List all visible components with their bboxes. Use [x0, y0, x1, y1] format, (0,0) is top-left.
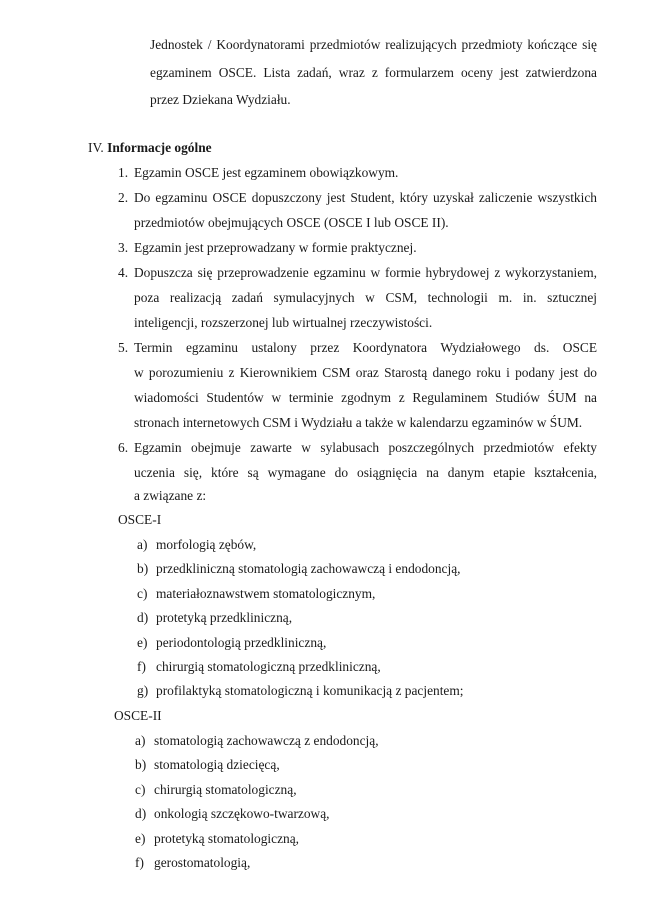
subitem-text: chirurgią stomatologiczną przedkliniczną,: [156, 659, 381, 674]
subitem-text: periodontologią przedkliniczną,: [156, 635, 327, 650]
subitem-letter: f): [135, 855, 144, 870]
subitem-text: protetyką stomatologiczną,: [154, 831, 300, 846]
item-text-cont: w porozumieniu z Kierownikiem CSM oraz Starostą danego roku i podany jest do: [134, 365, 597, 380]
subitem-text: onkologią szczękowo-twarzową,: [154, 806, 330, 821]
subitem-text: stomatologią zachowawczą z endodoncją,: [154, 733, 379, 748]
item-text-cont: przedmiotów obejmujących OSCE (OSCE I lub OSCE II).: [134, 215, 449, 230]
item-number: 6.: [118, 440, 129, 455]
subitem-letter: g): [137, 683, 149, 698]
subitem-text: protetyką przedkliniczną,: [156, 610, 293, 625]
item-number: 5.: [118, 340, 129, 355]
intro-line-3: przez Dziekana Wydziału.: [150, 92, 291, 107]
item-number: 4.: [118, 265, 129, 280]
item-text-cont: uczenia się, które są wymagane do osiągnięcia na danym etapie kształcenia,: [134, 465, 597, 480]
subitem-letter: a): [137, 537, 148, 552]
subitem-letter: c): [135, 782, 146, 797]
subitem-letter: f): [137, 659, 146, 674]
item-number: 2.: [118, 190, 129, 205]
section-number: IV.: [88, 140, 104, 155]
item-text-cont: poza realizacją zadań symulacyjnych w CSM, technologii m. in. sztucznej: [134, 290, 597, 305]
subitem-letter: a): [135, 733, 146, 748]
subitem-letter: d): [135, 806, 147, 821]
item-text-cont: inteligencji, rozszerzonej lub wirtualnej rzeczywistości.: [134, 315, 433, 330]
item-text-cont: a związane z:: [134, 488, 207, 503]
section-title: Informacje ogólne: [107, 140, 212, 155]
subitem-letter: b): [137, 561, 149, 576]
subitem-text: morfologią zębów,: [156, 537, 257, 552]
item-text: Dopuszcza się przeprowadzenie egzaminu w formie hybrydowej z wykorzystaniem,: [134, 265, 597, 280]
section-heading: [88, 140, 212, 156]
subitem-letter: d): [137, 610, 149, 625]
item-text: Termin egzaminu ustalony przez Koordynatora Wydziałowego ds. OSCE: [134, 340, 597, 355]
item-text: Egzamin jest przeprowadzany w formie praktycznej.: [134, 240, 417, 255]
subitem-text: profilaktyką stomatologiczną i komunikacją z pacjentem;: [156, 683, 464, 698]
item-text: Egzamin obejmuje zawarte w sylabusach poszczególnych przedmiotów efekty: [134, 440, 597, 455]
intro-line-2: egzaminem OSCE. Lista zadań, wraz z formularzem oceny jest zatwierdzona: [150, 65, 597, 80]
subitem-letter: b): [135, 757, 147, 772]
subitem-text: chirurgią stomatologiczną,: [154, 782, 297, 797]
subitem-letter: e): [135, 831, 146, 846]
osce2-label: OSCE-II: [114, 708, 162, 723]
subitem-text: materiałoznawstwem stomatologicznym,: [156, 586, 376, 601]
subitem-letter: c): [137, 586, 148, 601]
item-number: 1.: [118, 165, 129, 180]
item-text-cont: wiadomości Studentów w terminie zgodnym z Regulaminem Studiów ŚUM na: [134, 390, 597, 405]
subitem-text: przedkliniczną stomatologią zachowawczą i endodoncją,: [156, 561, 461, 576]
subitem-text: gerostomatologią,: [154, 855, 251, 870]
intro-line-1: Jednostek / Koordynatorami przedmiotów realizujących przedmioty kończące się: [150, 37, 597, 52]
item-text: Do egzaminu OSCE dopuszczony jest Student, który uzyskał zaliczenie wszystkich: [134, 190, 597, 205]
item-text: Egzamin OSCE jest egzaminem obowiązkowym.: [134, 165, 399, 180]
item-number: 3.: [118, 240, 129, 255]
subitem-letter: e): [137, 635, 148, 650]
item-text-cont: stronach internetowych CSM i Wydziału a także w kalendarzu egzaminów w ŚUM.: [134, 415, 583, 430]
osce1-label: OSCE-I: [118, 512, 162, 527]
subitem-text: stomatologią dziecięcą,: [154, 757, 280, 772]
